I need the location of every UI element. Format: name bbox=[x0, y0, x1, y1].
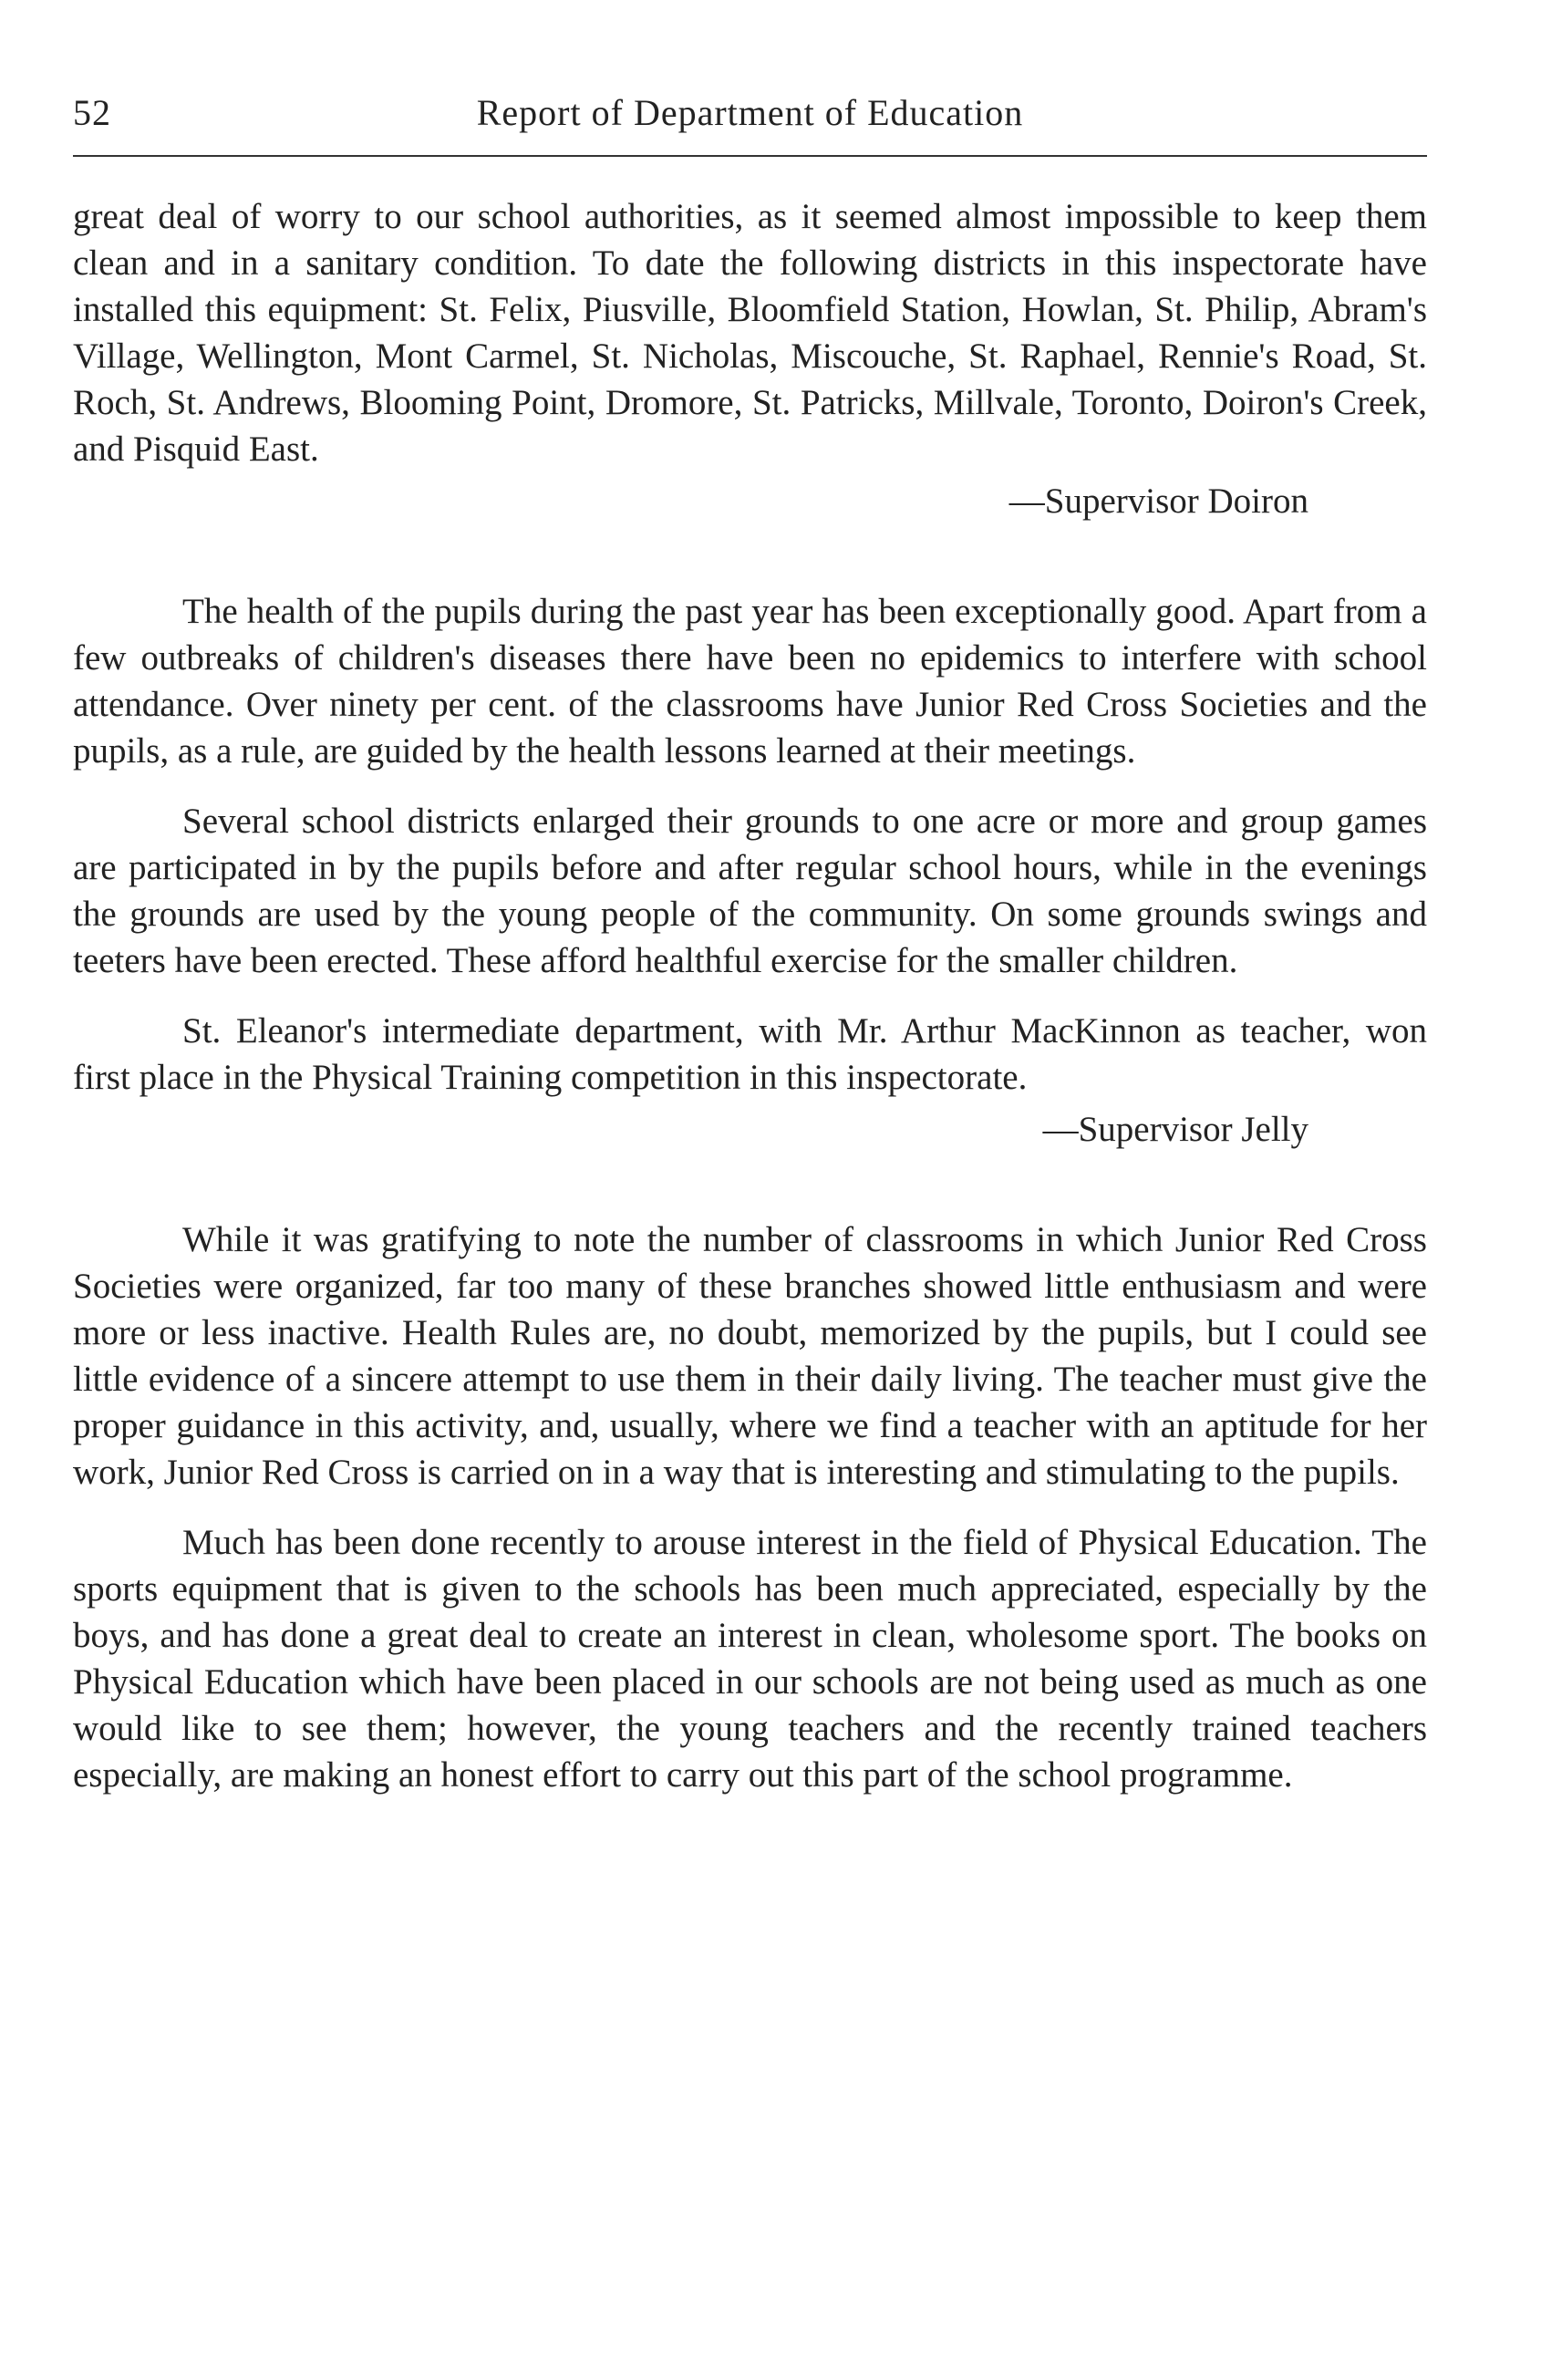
paragraph: great deal of worry to our school authorities, as it seemed almost impossible to keep them clean and in a sanitary condition. To date the following districts in this inspectorate have installed this equipment: St. Felix, Piusville, Bloomfield Station, Howlan, St. Philip, Abram's Village, Wellington, Mont Carmel, St. Nicholas, Miscouche, St. Raphael, Rennie's Road, St. Roch, St. Andrews, Blooming Point, Dromore, St. Patricks, Millvale, Toronto, Doiron's Creek, and Pisquid East. bbox=[73, 197, 1427, 469]
paragraph: The health of the pupils during the past year has been exceptionally good. Apart from a few outbreaks of children's diseases there have been no epidemics to interfere with school attendance. Over ninety per cent. of the classrooms have Junior Red Cross Societies and the pupils, as a rule, are guided by the health lessons learned at their meetings. bbox=[73, 592, 1427, 771]
paragraph: While it was gratifying to note the number of classrooms in which Junior Red Cross Societies were organized, far too many of these branches showed little enthusiasm and were more or less inactive. Health Rules are, no doubt, memorized by the pupils, but I could see little evidence of a sincere attempt to use them in their daily living. The teacher must give the proper guidance in this activity, and, usually, where we find a teacher with an aptitude for her work, Junior Red Cross is carried on in a way that is interesting and stimulating to the pupils. bbox=[73, 1220, 1427, 1492]
paragraph: St. Eleanor's intermediate department, with Mr. Arthur MacKinnon as teacher, won first place in the Physical Training competition in this inspectorate. bbox=[73, 1011, 1427, 1097]
signature-supervisor-jelly: —Supervisor Jelly bbox=[1042, 1110, 1308, 1149]
report-section-jelly bbox=[73, 588, 1427, 1153]
document-page bbox=[73, 91, 1427, 1798]
running-title: Report of Department of Education bbox=[476, 92, 1024, 133]
paragraph: Several school districts enlarged their grounds to one acre or more and group games are participated in by the pupils before and after regular school hours, while in the evenings the grounds are used by the young people of the community. On some grounds swings and teeters have been erected. These afford healthful exercise for the smaller children. bbox=[73, 802, 1427, 980]
paragraph: Much has been done recently to arouse interest in the field of Physical Education. The sports equipment that is given to the schools has been much appreciated, especially by the boys, and has done a great deal to create an interest in clean, wholesome sport. The books on Physical Education which have been placed in our schools are not being used as much as one would like to see them; however, the young teachers and the recently trained teachers especially, are making an honest effort to carry out this part of the school programme. bbox=[73, 1523, 1427, 1795]
report-section-doiron bbox=[73, 193, 1427, 524]
page-content bbox=[73, 193, 1427, 1798]
page-header bbox=[73, 91, 1427, 157]
signature-supervisor-doiron: —Supervisor Doiron bbox=[1008, 481, 1308, 521]
page-number: 52 bbox=[73, 92, 111, 133]
report-section-unsigned bbox=[73, 1216, 1427, 1798]
